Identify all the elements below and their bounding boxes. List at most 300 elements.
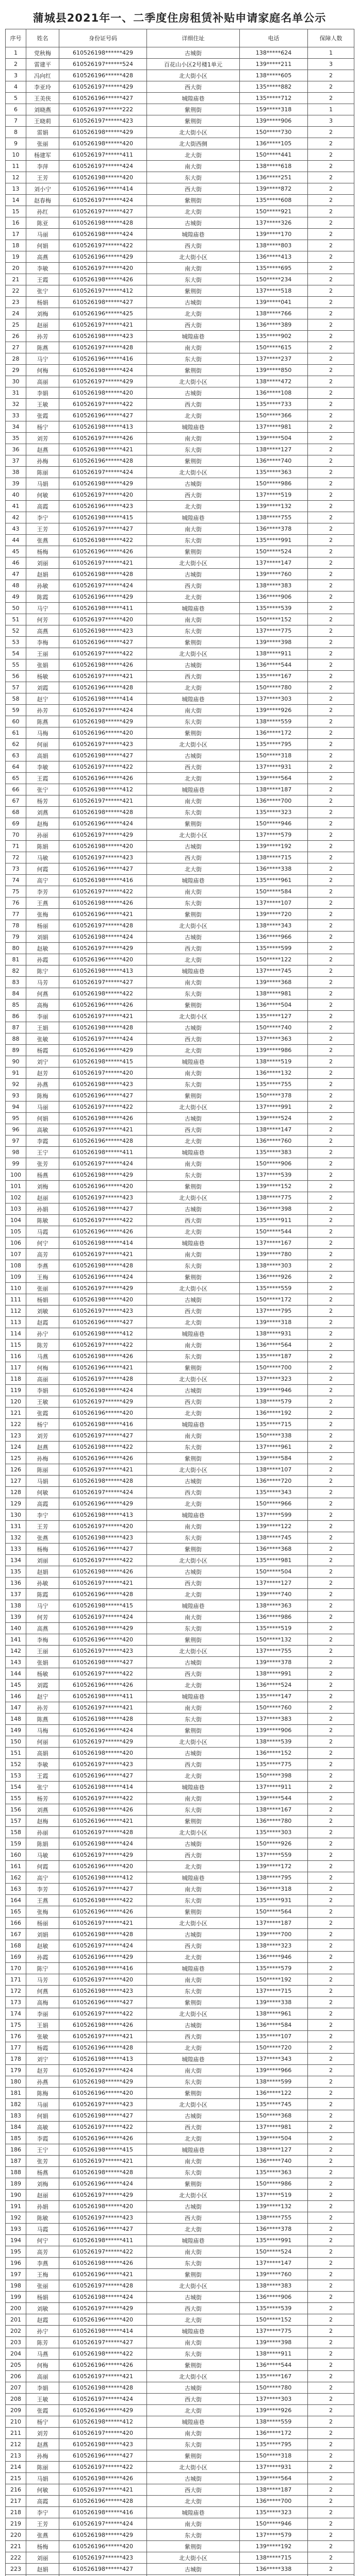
cell-id: 610526197******422 (59, 1340, 147, 1351)
cell-people: 2 (308, 1589, 354, 1600)
cell-id: 610526197******423 (59, 2552, 147, 2564)
cell-name: 张燕 (26, 1532, 59, 1544)
cell-people: 2 (308, 807, 354, 818)
cell-id: 610526198******424 (59, 229, 147, 240)
cell-people: 2 (308, 569, 354, 580)
cell-id: 610526196******424 (59, 2178, 147, 2190)
cell-address: 西大街 (147, 1215, 240, 1226)
table-row (6, 648, 354, 659)
cell-index: 2 (6, 59, 26, 70)
cell-name: 雷建平 (26, 59, 59, 70)
cell-phone: 136*****720 (240, 1476, 308, 1487)
cell-id: 610526198******427 (59, 297, 147, 308)
cell-people: 2 (308, 965, 354, 977)
cell-name: 马娟 (26, 2473, 59, 2484)
cell-id: 610526197******420 (59, 263, 147, 274)
cell-id: 610526197******422 (59, 2462, 147, 2473)
cell-address: 北大街 (147, 2405, 240, 2416)
cell-id: 610526198******424 (59, 931, 147, 943)
cell-address: 古城街 (147, 1929, 240, 1940)
table-row (6, 1498, 354, 1510)
cell-people: 2 (308, 1090, 354, 1101)
cell-address: 北大街小区 (147, 829, 240, 841)
cell-phone: 150*****584 (240, 886, 308, 897)
table-row (6, 2133, 354, 2144)
table-row (6, 285, 354, 297)
cell-phone: 139*****946 (240, 1385, 308, 1396)
table-row (6, 1045, 354, 1056)
cell-people: 2 (308, 1056, 354, 1067)
cell-id: 610526196******426 (59, 2360, 147, 2371)
cell-index: 137 (6, 1589, 26, 1600)
cell-name: 高宁 (26, 875, 59, 886)
cell-address: 东大街 (147, 535, 240, 546)
cell-name: 王晓莉 (26, 115, 59, 127)
table-row (6, 1204, 354, 1215)
cell-index: 217 (6, 2496, 26, 2507)
cell-address: 古城街 (147, 387, 240, 399)
cell-people: 2 (308, 512, 354, 523)
table-row (6, 2348, 354, 2360)
cell-phone: 136*****966 (240, 931, 308, 943)
cell-name: 马芳 (26, 1974, 59, 1986)
table-row (6, 376, 354, 387)
table-row (6, 2382, 354, 2394)
cell-phone: 135*****961 (240, 875, 308, 886)
cell-id: 610526197******429 (59, 81, 147, 93)
cell-phone: 137*****303 (240, 693, 308, 705)
cell-name: 王燕 (26, 897, 59, 909)
cell-index: 191 (6, 2201, 26, 2212)
cell-address: 城隍庙巷 (147, 2235, 240, 2246)
cell-name: 陈霞 (26, 591, 59, 603)
table-row (6, 1850, 354, 1861)
cell-index: 56 (6, 671, 26, 682)
cell-name: 李萍 (26, 161, 59, 172)
cell-index: 150 (6, 1736, 26, 1748)
table-row (6, 1782, 354, 1793)
cell-people: 2 (308, 2439, 354, 2450)
cell-id: 610526198******413 (59, 2054, 147, 2065)
cell-phone: 136*****368 (240, 1544, 308, 1555)
cell-phone: 136*****172 (240, 2428, 308, 2439)
cell-address: 东大街 (147, 2439, 240, 2450)
cell-id: 610526197******427 (59, 2337, 147, 2348)
cell-phone: 137*****559 (240, 1850, 308, 1861)
table-row (6, 1215, 354, 1226)
cell-phone: 135*****715 (240, 1419, 308, 1430)
table-row (6, 2280, 354, 2292)
cell-phone: 139*****524 (240, 1113, 308, 1124)
table-row (6, 1884, 354, 1895)
cell-phone: 136*****132 (240, 1067, 308, 1079)
cell-index: 77 (6, 909, 26, 920)
cell-index: 41 (6, 501, 26, 512)
cell-people: 2 (308, 2224, 354, 2235)
cell-phone: 135*****755 (240, 1079, 308, 1090)
cell-index: 40 (6, 489, 26, 501)
cell-name: 王芳 (26, 2518, 59, 2530)
cell-name: 高芳 (26, 2246, 59, 2258)
cell-name: 赵燕 (26, 2439, 59, 2450)
cell-id: 610526198******426 (59, 274, 147, 285)
cell-name: 刘芳 (26, 433, 59, 444)
cell-index: 65 (6, 773, 26, 784)
cell-index: 100 (6, 1170, 26, 1181)
cell-people: 2 (308, 557, 354, 569)
cell-phone: 137*****775 (240, 625, 308, 637)
table-row (6, 1249, 354, 1260)
cell-id: 610526197******427 (59, 206, 147, 217)
cell-phone: 136*****172 (240, 727, 308, 739)
cell-id: 610526197******411 (59, 149, 147, 161)
cell-phone: 139*****780 (240, 1249, 308, 1260)
cell-address: 北大街 (147, 863, 240, 875)
cell-phone: 138*****715 (240, 2552, 308, 2564)
cell-people: 2 (308, 2371, 354, 2382)
cell-address: 紫荆街 (147, 999, 240, 1011)
cell-id: 610526198******428 (59, 807, 147, 818)
cell-address: 南大街 (147, 1793, 240, 1804)
cell-index: 90 (6, 1056, 26, 1067)
cell-index: 201 (6, 2314, 26, 2326)
cell-index: 89 (6, 1045, 26, 1056)
table-row (6, 1646, 354, 1657)
cell-name: 张梅 (26, 909, 59, 920)
table-row (6, 127, 354, 138)
cell-id: 610526196******426 (59, 1680, 147, 1691)
cell-id: 610526198******429 (59, 1170, 147, 1181)
cell-index: 126 (6, 1464, 26, 1476)
cell-index: 182 (6, 2099, 26, 2110)
cell-id: 610526198******422 (59, 988, 147, 999)
cell-id: 610526197******429 (59, 2303, 147, 2314)
cell-phone: 136*****413 (240, 251, 308, 263)
cell-name: 赵春梅 (26, 195, 59, 206)
cell-index: 172 (6, 1986, 26, 1997)
cell-id: 610526197******421 (59, 671, 147, 682)
cell-index: 97 (6, 1136, 26, 1147)
cell-id: 610526196******420 (59, 954, 147, 965)
cell-phone: 135*****608 (240, 195, 308, 206)
cell-address: 紫荆街 (147, 1634, 240, 1646)
cell-name: 刘敏 (26, 1306, 59, 1317)
cell-name: 何燕 (26, 988, 59, 999)
cell-name: 杨宁 (26, 1419, 59, 1430)
cell-id: 610526196******416 (59, 353, 147, 365)
cell-phone: 138*****539 (240, 1736, 308, 1748)
cell-people: 2 (308, 353, 354, 365)
cell-phone: 150*****615 (240, 342, 308, 353)
cell-index: 14 (6, 195, 26, 206)
cell-index: 58 (6, 693, 26, 705)
cell-id: 610526196******427 (59, 1090, 147, 1101)
table-row (6, 1952, 354, 1963)
cell-name: 高敏 (26, 1124, 59, 1136)
cell-people: 2 (308, 954, 354, 965)
table-row (6, 2314, 354, 2326)
cell-id: 610526198******420 (59, 138, 147, 149)
cell-name: 张丽 (26, 138, 59, 149)
cell-id: 610526197******427 (59, 523, 147, 535)
cell-address: 北大街小区 (147, 376, 240, 387)
cell-people: 2 (308, 1328, 354, 1340)
cell-index: 62 (6, 739, 26, 750)
table-row (6, 1759, 354, 1770)
cell-phone: 150*****524 (240, 2246, 308, 2258)
cell-id: 610526197******421 (59, 1249, 147, 1260)
cell-people: 2 (308, 2280, 354, 2292)
table-row (6, 467, 354, 478)
cell-address: 北大街小区 (147, 127, 240, 138)
cell-name: 张霞 (26, 1408, 59, 1419)
cell-people: 2 (308, 2348, 354, 2360)
cell-phone: 135*****599 (240, 943, 308, 954)
table-row (6, 138, 354, 149)
cell-phone: 136*****122 (240, 2088, 308, 2099)
cell-people: 2 (308, 1011, 354, 1022)
cell-index: 205 (6, 2360, 26, 2371)
cell-name: 孙宁 (26, 2326, 59, 2337)
table-row (6, 1408, 354, 1419)
cell-people: 2 (308, 1181, 354, 1192)
cell-index: 82 (6, 965, 26, 977)
cell-people: 2 (308, 705, 354, 716)
cell-address: 南大街 (147, 2337, 240, 2348)
cell-index: 168 (6, 1940, 26, 1952)
cell-id: 610526197******429 (59, 1283, 147, 1294)
cell-people: 2 (308, 2450, 354, 2462)
cell-phone: 135*****911 (240, 1215, 308, 1226)
table-row (6, 1986, 354, 1997)
table-row (6, 2496, 354, 2507)
table-row (6, 2450, 354, 2462)
cell-people: 2 (308, 2462, 354, 2473)
cell-address: 紫荆街 (147, 2541, 240, 2552)
cell-people: 2 (308, 1782, 354, 1793)
cell-people: 2 (308, 1385, 354, 1396)
cell-address: 城隍庙巷 (147, 512, 240, 523)
cell-index: 175 (6, 2020, 26, 2031)
table-row (6, 1634, 354, 1646)
cell-id: 610526197******421 (59, 1918, 147, 1929)
table-row (6, 2405, 354, 2416)
cell-address: 北大街小区 (147, 1827, 240, 1838)
cell-address: 北大街 (147, 501, 240, 512)
cell-phone: 150*****921 (240, 206, 308, 217)
cell-index: 119 (6, 1385, 26, 1396)
cell-phone: 139*****504 (240, 2133, 308, 2144)
cell-index: 148 (6, 1714, 26, 1725)
cell-index: 31 (6, 387, 26, 399)
cell-phone: 135*****559 (240, 1283, 308, 1294)
table-row (6, 1657, 354, 1668)
cell-phone: 138*****911 (240, 648, 308, 659)
cell-id: 610526198******416 (59, 1419, 147, 1430)
cell-people: 2 (308, 1680, 354, 1691)
cell-id: 610526197******424 (59, 1940, 147, 1952)
cell-people: 2 (308, 546, 354, 557)
cell-phone: 138*****187 (240, 784, 308, 795)
cell-name: 马丽 (26, 1101, 59, 1113)
cell-address: 北大街 (147, 1408, 240, 1419)
cell-name: 高燕 (26, 251, 59, 263)
cell-people: 2 (308, 1714, 354, 1725)
cell-name: 王敏 (26, 399, 59, 410)
cell-id: 610526196******429 (59, 1045, 147, 1056)
cell-id: 610526197******429 (59, 943, 147, 954)
cell-phone: 137*****981 (240, 421, 308, 433)
cell-id: 610526196******426 (59, 999, 147, 1011)
cell-name: 李霞 (26, 2133, 59, 2144)
cell-phone: 150*****338 (240, 1430, 308, 1442)
cell-name: 马敏 (26, 1850, 59, 1861)
cell-phone: 137*****991 (240, 1101, 308, 1113)
cell-id: 610526197******429 (59, 1850, 147, 1861)
cell-index: 212 (6, 2439, 26, 2450)
cell-people: 2 (308, 1952, 354, 1963)
cell-name: 刘霞 (26, 1680, 59, 1691)
cell-index: 29 (6, 365, 26, 376)
cell-phone: 138*****147 (240, 1124, 308, 1136)
cell-name: 何梅 (26, 2360, 59, 2371)
cell-id: 610526197******421 (59, 2031, 147, 2042)
cell-people: 2 (308, 2507, 354, 2518)
cell-name: 张燕 (26, 2530, 59, 2541)
cell-people: 2 (308, 2156, 354, 2167)
cell-people: 2 (308, 999, 354, 1011)
cell-index: 44 (6, 535, 26, 546)
cell-index: 55 (6, 659, 26, 671)
cell-index: 160 (6, 1850, 26, 1861)
cell-phone: 135*****343 (240, 1487, 308, 1498)
cell-people: 2 (308, 1238, 354, 1249)
cell-id: 610526196******426 (59, 546, 147, 557)
cell-address: 东大街 (147, 897, 240, 909)
table-row (6, 557, 354, 569)
cell-name: 马娟 (26, 1476, 59, 1487)
table-header-row (6, 29, 354, 47)
cell-address: 东大街 (147, 172, 240, 183)
table-row (6, 1067, 354, 1079)
cell-name: 刘晓燕 (26, 104, 59, 115)
table-row (6, 1691, 354, 1702)
cell-phone: 135*****363 (240, 2167, 308, 2178)
cell-address: 北大街小区 (147, 1192, 240, 1204)
cell-phone: 136*****700 (240, 795, 308, 807)
table-row (6, 727, 354, 739)
cell-phone: 137*****383 (240, 1714, 308, 1725)
table-row (6, 897, 354, 909)
cell-phone: 137*****579 (240, 829, 308, 841)
cell-name: 张芳 (26, 1158, 59, 1170)
table-row (6, 1101, 354, 1113)
cell-people: 2 (308, 1974, 354, 1986)
cell-people: 2 (308, 2394, 354, 2405)
table-row (6, 625, 354, 637)
cell-index: 129 (6, 1498, 26, 1510)
table-row (6, 1600, 354, 1612)
cell-name: 刘燕 (26, 807, 59, 818)
cell-phone: 139*****172 (240, 1861, 308, 1872)
cell-address: 东大街 (147, 1804, 240, 1816)
cell-phone: 139*****760 (240, 569, 308, 580)
cell-name: 孙霞 (26, 1952, 59, 1963)
table-row (6, 2507, 354, 2518)
cell-phone: 135*****579 (240, 1963, 308, 1974)
cell-phone: 138*****127 (240, 2144, 308, 2156)
cell-phone: 135*****695 (240, 263, 308, 274)
cell-index: 170 (6, 1963, 26, 1974)
cell-name: 赵芳 (26, 1067, 59, 1079)
cell-index: 28 (6, 353, 26, 365)
cell-phone: 136*****378 (240, 2224, 308, 2235)
cell-index: 220 (6, 2530, 26, 2541)
cell-index: 111 (6, 1294, 26, 1306)
cell-phone: 137*****303 (240, 2394, 308, 2405)
table-row (6, 297, 354, 308)
cell-people: 2 (308, 1634, 354, 1646)
cell-index: 186 (6, 2144, 26, 2156)
cell-id: 610526198******427 (59, 1657, 147, 1668)
cell-address: 古城街 (147, 569, 240, 580)
cell-id: 610526196******429 (59, 2405, 147, 2416)
cell-id: 610526196******426 (59, 1226, 147, 1238)
cell-id: 610526198******413 (59, 421, 147, 433)
cell-address: 古城街 (147, 659, 240, 671)
cell-name: 刘宁 (26, 2054, 59, 2065)
cell-name: 刘宁 (26, 1056, 59, 1067)
cell-id: 610526197******420 (59, 1067, 147, 1079)
cell-phone: 137*****127 (240, 1578, 308, 1589)
cell-phone: 150*****740 (240, 1022, 308, 1033)
cell-index: 171 (6, 1974, 26, 1986)
cell-people: 2 (308, 1487, 354, 1498)
cell-id: 610526197******421 (59, 1578, 147, 1589)
cell-id: 610526197******429 (59, 1396, 147, 1408)
table-row (6, 274, 354, 285)
cell-id: 610526197******222 (59, 104, 147, 115)
cell-people: 2 (308, 1192, 354, 1204)
cell-name: 孙宁 (26, 1328, 59, 1340)
cell-name: 高宁 (26, 1872, 59, 1884)
cell-id: 610526198******428 (59, 1022, 147, 1033)
table-row (6, 2439, 354, 2450)
cell-address: 古城街 (147, 931, 240, 943)
cell-phone: 137*****187 (240, 1918, 308, 1929)
cell-phone: 138*****579 (240, 1396, 308, 1408)
cell-index: 54 (6, 648, 26, 659)
cell-name: 李霞 (26, 1136, 59, 1147)
cell-id: 610526197******422 (59, 1215, 147, 1226)
cell-address: 北大街 (147, 410, 240, 421)
cell-address: 古城街 (147, 1476, 240, 1487)
cell-phone: 137*****519 (240, 489, 308, 501)
cell-people: 2 (308, 1476, 354, 1487)
cell-phone: 135*****733 (240, 399, 308, 410)
cell-address: 东大街 (147, 1623, 240, 1634)
table-row (6, 954, 354, 965)
cell-id: 610526197******421 (59, 2156, 147, 2167)
table-row (6, 1521, 354, 1532)
cell-address: 北大街 (147, 206, 240, 217)
table-row (6, 229, 354, 240)
table-row (6, 1136, 354, 1147)
cell-index: 53 (6, 637, 26, 648)
cell-name: 赵丽 (26, 2190, 59, 2201)
table-row (6, 1589, 354, 1600)
cell-people: 2 (308, 421, 354, 433)
